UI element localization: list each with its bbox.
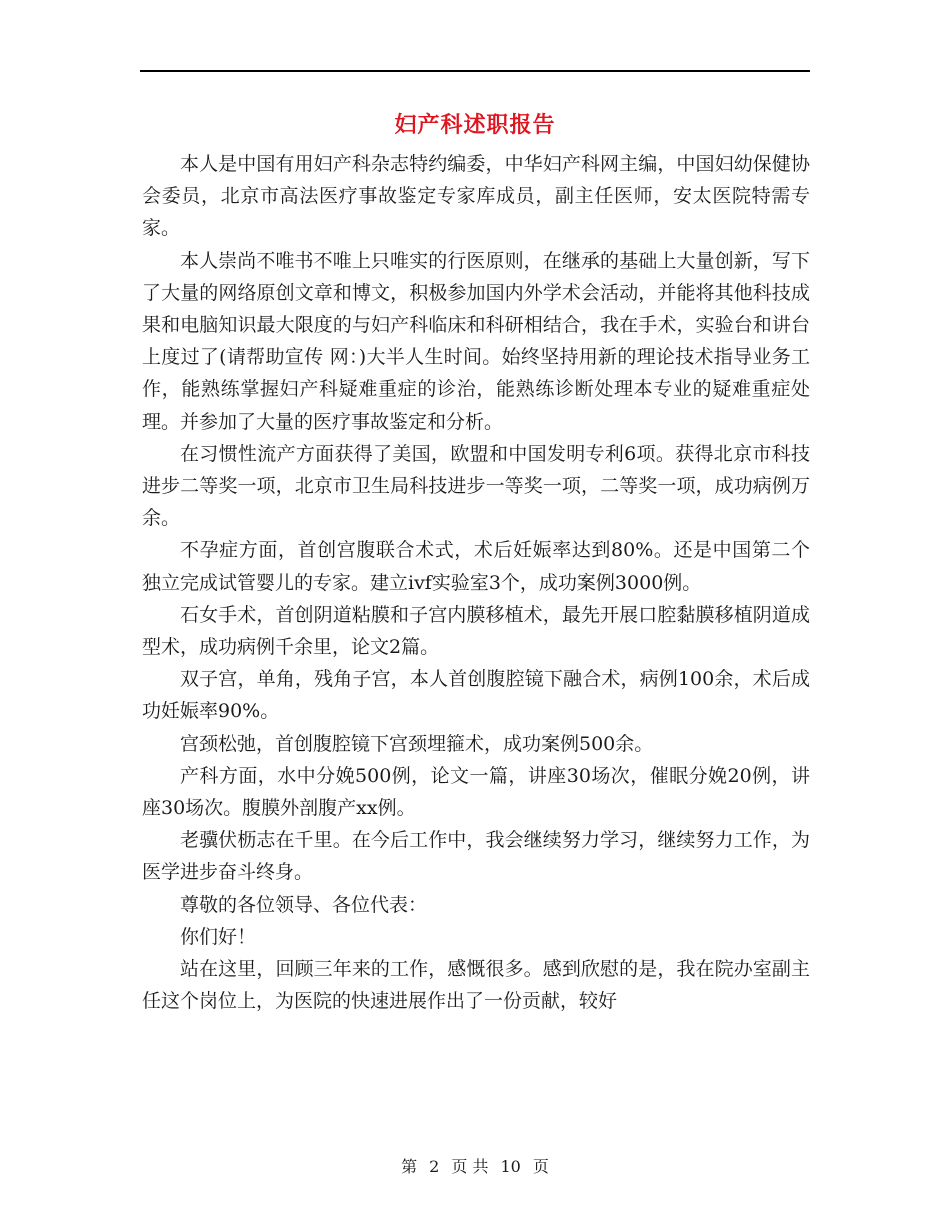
header-rule [140, 70, 810, 72]
paragraph: 在习惯性流产方面获得了美国，欧盟和中国发明专利6项。获得北京市科技进步二等奖一项，北京市卫生局科技进步一等奖一项，二等奖一项，成功病例万余。 [142, 442, 810, 530]
page-label-mid: 页 共 [451, 1157, 489, 1176]
paragraph: 双子宫，单角，残角子宫，本人首创腹腔镜下融合术，病例100余，术后成功妊娠率90%。 [142, 668, 810, 723]
paragraph: 你们好！ [180, 925, 257, 948]
current-page-number: 2 [429, 1157, 440, 1176]
paragraph: 站在这里，回顾三年来的工作，感慨很多。感到欣慰的是，我在院办室副主任这个岗位上，为医院的快速进展作出了一份贡献，较好 [142, 958, 810, 1013]
paragraph: 不孕症方面，首创宫腹联合术式，术后妊娠率达到80%。还是中国第二个独立完成试管婴儿的专家。建立ivf实验室3个，成功案例3000例。 [142, 539, 810, 594]
paragraph: 本人是中国有用妇产科杂志特约编委，中华妇产科网主编，中国妇幼保健协会委员，北京市高法医疗事故鉴定专家库成员，副主任医师，安太医院特需专家。 [142, 153, 810, 240]
page-label-suffix: 页 [532, 1157, 549, 1176]
paragraph: 宫颈松弛，首创腹腔镜下宫颈埋箍术，成功案例500余。 [180, 732, 654, 755]
paragraph: 老骥伏枥志在千里。在今后工作中，我会继续努力学习，继续努力工作，为医学进步奋斗终身。 [142, 829, 810, 884]
page-label-prefix: 第 [401, 1157, 418, 1176]
total-pages-number: 10 [500, 1157, 521, 1176]
page-footer [0, 1154, 950, 1177]
document-title: 妇产科述职报告 [394, 112, 556, 138]
paragraph: 产科方面，水中分娩500例，论文一篇，讲座30场次，催眠分娩20例，讲座30场次。腹膜外剖腹产xx例。 [142, 764, 810, 820]
paragraph: 本人崇尚不唯书不唯上只唯实的行医原则，在继承的基础上大量创新，写下了大量的网络原创文章和博文，积极参加国内外学术会活动，并能将其他科技成果和电脑知识最大限度的与妇产科临床和科研相结合，我在手术，实验台和讲台上度过了(请帮助宣传 网：)大半人生时间。始终坚持用新的理论技术指导业务工作，能熟练掌握妇产科疑难重症的诊治，能熟练诊断处理本专业的疑难重症处理。并参加了大量的医疗事故鉴定和分析。 [142, 249, 810, 433]
document-body [142, 148, 810, 1017]
paragraph: 尊敬的各位领导、各位代表： [180, 893, 428, 916]
paragraph: 石女手术，首创阴道粘膜和子宫内膜移植术，最先开展口腔黏膜移植阴道成型术，成功病例千余里，论文2篇。 [142, 603, 810, 659]
